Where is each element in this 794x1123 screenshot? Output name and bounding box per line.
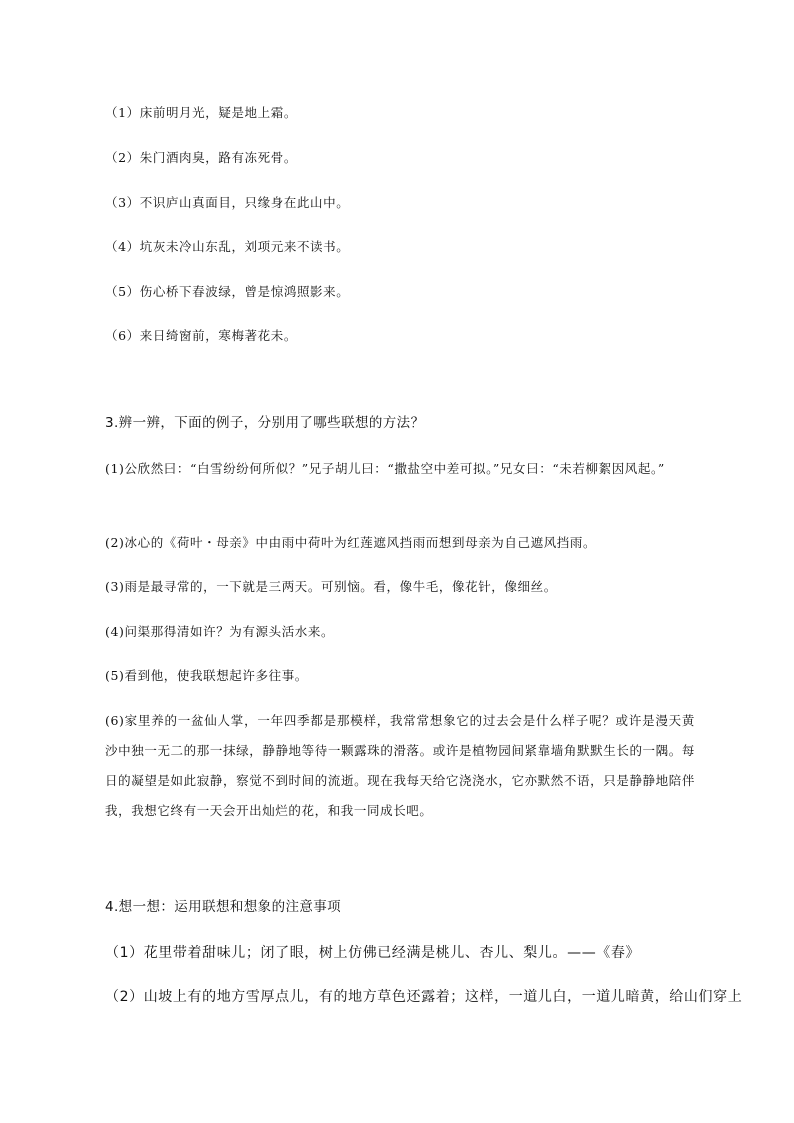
- list-item: （6）来日绮窗前，寒梅著花未。: [105, 328, 297, 343]
- section-3-item-6: (6)家里养的一盆仙人掌，一年四季都是那模样，我常常想象它的过去会是什么样子呢？或许是漫天黄沙中独一无二的那一抹绿，静静地等待一颗露珠的滑落。或许是植物园间紧靠墙角默默生长的一隅。每日的凝望是如此寂静，察觉不到时间的流逝。现在我每天给它浇浇水，它亦默然不语，只是静静地陪伴我，我想它终有一天会开出灿烂的花，和我一同成长吧。: [105, 713, 695, 818]
- section-4-item-1: （1）花里带着甜味儿；闭了眼，树上仿佛已经满是桃儿、杏儿、梨儿。——《春》: [105, 945, 641, 961]
- section-4-heading: 4.想一想：运用联想和想象的注意事项: [105, 899, 342, 915]
- section-3-heading: 3.辨一辨，下面的例子，分别用了哪些联想的方法？: [105, 415, 425, 431]
- list-item: （2）朱门酒肉臭，路有冻死骨。: [105, 150, 297, 165]
- section-3-item-5: (5)看到他，使我联想起许多往事。: [105, 668, 308, 683]
- section-3-item-1: (1)公欣然曰：“白雪纷纷何所似？”兄子胡儿曰：“撒盐空中差可拟。”兄女曰：“未若柳絮因风起。”: [105, 461, 665, 476]
- list-item: （5）伤心桥下春波绿，曾是惊鸿照影来。: [105, 284, 350, 299]
- section-3-item-4: (4)问渠那得清如许？为有源头活水来。: [105, 624, 335, 639]
- list-item: （3）不识庐山真面目，只缘身在此山中。: [105, 195, 350, 210]
- section-3-item-3: (3)雨是最寻常的，一下就是三两天。可别恼。看，像牛毛，像花针，像细丝。: [105, 579, 557, 594]
- list-item: （4）坑灰未冷山东乱，刘项元来不读书。: [105, 239, 350, 254]
- section-4-item-2: （2）山坡上有的地方雪厚点儿，有的地方草色还露着；这样，一道儿白，一道儿暗黄，给山们穿上: [105, 989, 743, 1005]
- section-3-item-2: (2)冰心的《荷叶・母亲》中由雨中荷叶为红莲遮风挡雨而想到母亲为自己遮风挡雨。: [105, 535, 597, 550]
- list-item: （1）床前明月光，疑是地上霜。: [105, 105, 297, 120]
